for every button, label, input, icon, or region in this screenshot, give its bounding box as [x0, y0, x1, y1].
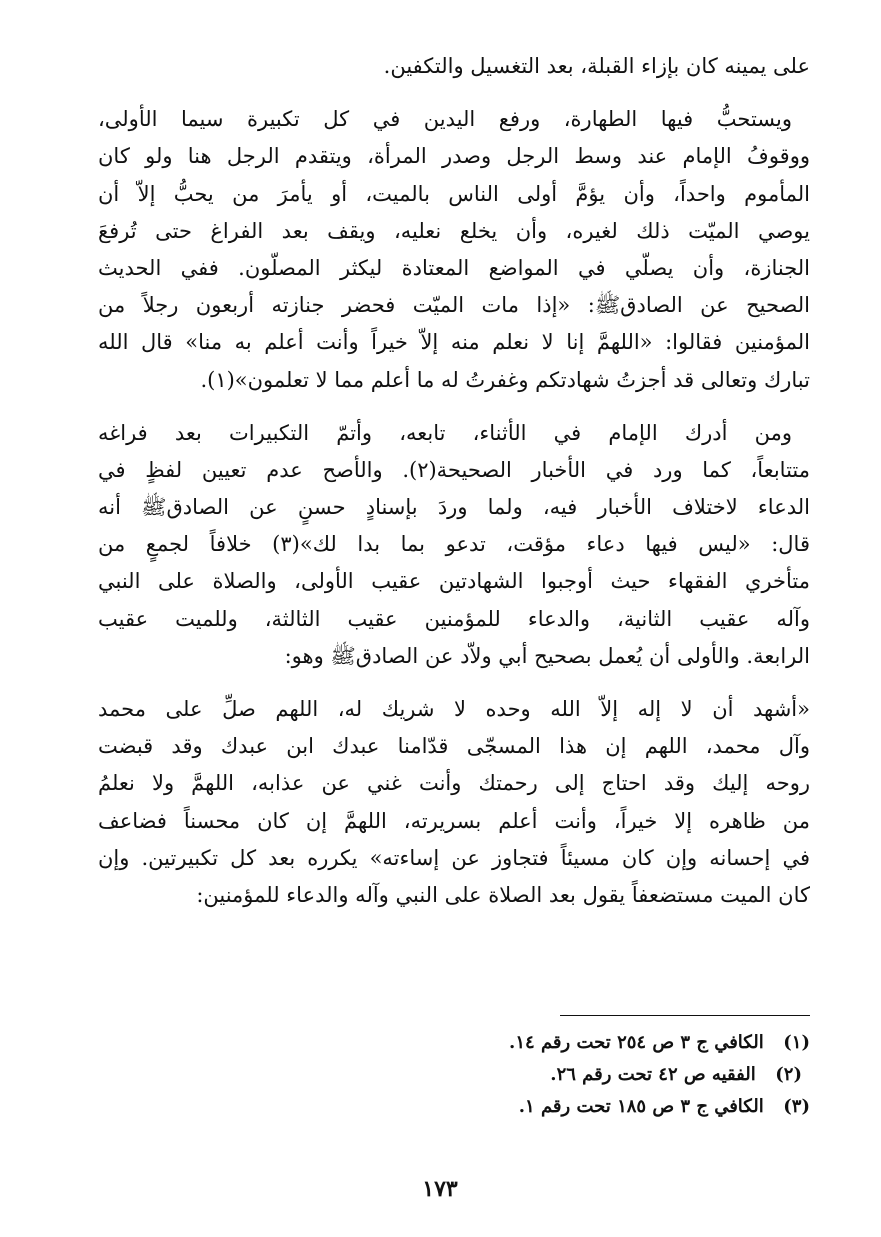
footnotes: [380, 1027, 810, 1123]
text-line: الصحيح عن الصادقﷺ: «إذا مات الميّت فحضر جنازته أربعون رجلاً من: [98, 293, 810, 318]
text-line: الرابعة. والأولى أن يُعمل بصحيح أبي ولاّد عن الصادقﷺ وهو:: [284, 643, 810, 668]
paragraph-1: [98, 48, 810, 85]
footnote-text: الكافي ج ٣ ص ١٨٥ تحت رقم ١.: [518, 1096, 764, 1117]
text-line: روحه إليك وقد احتاج إلى رحمتك وأنت غني عن عذابه، اللهمَّ ولا نعلمُ: [98, 771, 810, 796]
text-line: الدعاء لاختلاف الأخبار فيه، ولما وردَ بإسنادٍ حسنٍ عن الصادقﷺ أنه: [98, 495, 810, 520]
text-line: وآل محمد، اللهم إن هذا المسجّى قدّامنا عبدك ابن عبدك وقد قبضت: [98, 734, 810, 759]
footnote-number: (٢): [775, 1064, 802, 1085]
text-line: وآله عقيب الثانية، والدعاء للمؤمنين عقيب الثالثة، وللميت عقيب: [98, 606, 810, 631]
page-number: ١٧٣: [422, 1176, 458, 1202]
text-line: تبارك وتعالى قد أجزتُ شهادتكم وغفرتُ له ما أعلم مما لا تعلمون»(١).: [200, 367, 810, 392]
text-line: قال: «ليس فيها دعاء مؤقت، تدعو بما بدا لك»(٣) خلافاً لجمعٍ من: [98, 532, 810, 557]
text-line: المؤمنين فقالوا: «اللهمَّ إنا لا نعلم منه إلاّ خيراً وأنت أعلم به منا» قال الله: [98, 330, 810, 355]
text-line: على يمينه كان بإزاء القبلة، بعد التغسيل والتكفين.: [383, 54, 810, 78]
text-line: في إحسانه وإن كان مسيئاً فتجاوز عن إساءته» يكرره بعد كل تكبيرتين. وإن: [98, 845, 810, 870]
text-line: ووقوفُ الإمام عند وسط الرجل وصدر المرأة، ويتقدم الرجل هنا ولو كان: [98, 144, 810, 169]
footnote-separator: [560, 1015, 810, 1016]
page-body: [98, 48, 810, 914]
paragraph-gap: [98, 675, 810, 691]
text-line: من ظاهره إلا خيراً، وأنت أعلم بسريرته، اللهمَّ إن كان محسناً فضاعف: [98, 808, 810, 833]
footnote-item: [380, 1059, 810, 1091]
text-line: «أشهد أن لا إله إلاّ الله وحده لا شريك له، اللهم صلِّ على محمد: [98, 697, 810, 721]
text-line: ومن أدرك الإمام في الأثناء، تابعه، وأتمّ التكبيرات بعد فراغه: [98, 420, 792, 445]
text-line: كان الميت مستضعفاً يقول بعد الصلاة على النبي وآله والدعاء للمؤمنين:: [196, 882, 810, 907]
footnote-text: الفقيه ص ٤٢ تحت رقم ٢٦.: [550, 1064, 756, 1085]
paragraph-2: [98, 101, 810, 399]
footnote-number: (١): [783, 1032, 810, 1053]
text-line: متتابعاً، كما ورد في الأخبار الصحيحة(٢). والأصح عدم تعيين لفظٍ في: [98, 457, 810, 482]
footnote-item: [380, 1091, 810, 1123]
footnote-number: (٣): [783, 1096, 810, 1117]
text-line: يوصي الميّت ذلك لغيره، وأن يخلع نعليه، ويقف بعد الفراغ حتى تُرفعَ: [98, 218, 810, 243]
text-line: متأخري الفقهاء حيث أوجبوا الشهادتين عقيب الأولى، والصلاة على النبي: [98, 569, 810, 594]
paragraph-gap: [98, 399, 810, 415]
footnote-text: الكافي ج ٣ ص ٢٥٤ تحت رقم ١٤.: [509, 1032, 764, 1053]
text-line: ويستحبُّ فيها الطهارة، ورفع اليدين في كل تكبيرة سيما الأولى،: [98, 107, 792, 132]
text-line: الجنازة، وأن يصلّي في المواضع المعتادة ليكثر المصلّون. ففي الحديث: [98, 255, 810, 280]
paragraph-4: [98, 691, 810, 914]
paragraph-gap: [98, 85, 810, 101]
paragraph-3: [98, 415, 810, 675]
footnote-item: [380, 1027, 810, 1059]
text-line: المأموم واحداً، وأن يؤمَّ أولى الناس بالميت، أو يأمرَ من يحبُّ إلاّ أن: [98, 181, 810, 206]
